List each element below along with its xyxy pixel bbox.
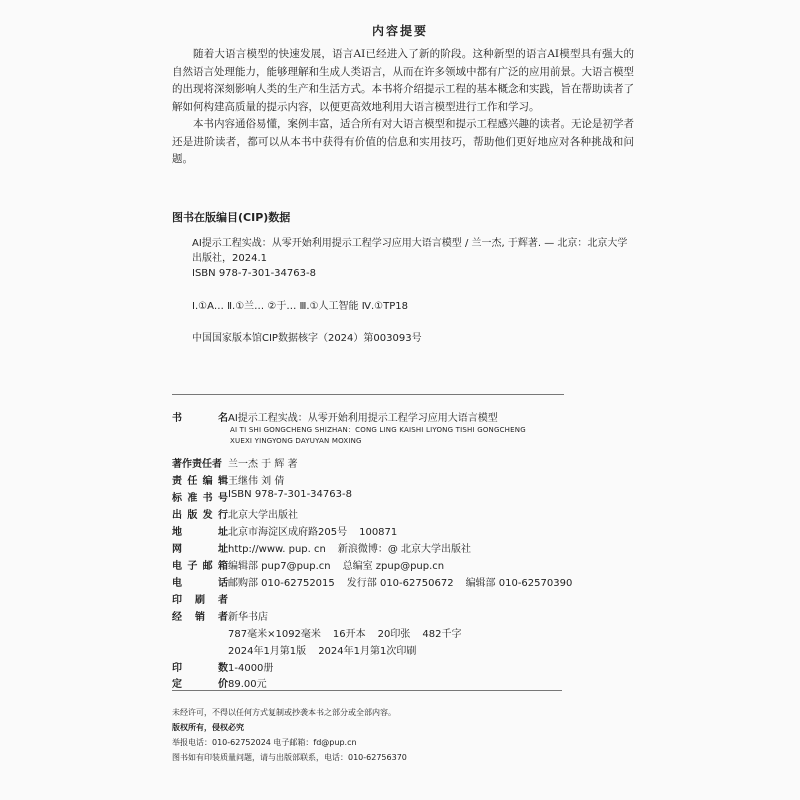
detail-row: [172, 455, 632, 471]
detail-label: 经 销 者: [172, 612, 228, 623]
detail-row: [172, 574, 632, 590]
detail-label: 电 子 邮 箱: [172, 561, 228, 572]
detail-value: 新华书店: [228, 612, 268, 623]
detail-row-book-name: [172, 409, 632, 425]
detail-row: [172, 472, 632, 488]
summary-title: 内容提要: [371, 24, 428, 38]
detail-row: [172, 506, 632, 522]
detail-row: [172, 523, 632, 539]
bottom-divider: [172, 690, 562, 691]
detail-value: 787毫米×1092毫米 16开本 20印张 482千字: [228, 629, 462, 640]
detail-label: 著作责任者: [172, 459, 222, 470]
footer-report-contact: 举报电话：010-62752024 电子邮箱：fd@pup.cn: [172, 738, 357, 747]
detail-label: 定 价: [172, 679, 228, 690]
detail-value: ISBN 978-7-301-34763-8: [228, 489, 352, 500]
detail-value: 北京市海淀区成府路205号 100871: [228, 527, 398, 538]
detail-value: 2024年1月第1版 2024年1月第1次印刷: [228, 646, 417, 657]
detail-label: 出 版 发 行: [172, 510, 228, 521]
detail-label: 印 刷 者: [172, 595, 228, 606]
footer-rights-reserved: 版权所有，侵权必究: [172, 723, 244, 732]
cip-book-line: AI提示工程实战：从零开始利用提示工程学习应用大语言模型 / 兰一杰, 于辉著. — 北京：北京大学出版社，2024.1: [192, 238, 628, 264]
detail-row: [172, 642, 632, 658]
detail-label: 责 任 编 辑: [172, 476, 228, 487]
detail-row: [172, 540, 632, 556]
detail-label: 网 址: [172, 544, 228, 555]
detail-value: [228, 591, 632, 602]
detail-label: 电 话: [172, 578, 228, 589]
detail-label: 书 名: [172, 413, 228, 424]
summary-paragraph-2: 本书内容通俗易懂，案例丰富，适合所有对大语言模型和提示工程感兴趣的读者。无论是初学者还是进阶读者，都可以从本书中获得有价值的信息和实用技巧，帮助他们更好地应对各种挑战和问题。: [172, 118, 634, 165]
detail-value: 邮购部 010-62752015 发行部 010-62750672 编辑部 010-62570390: [228, 578, 573, 589]
detail-value: 编辑部 pup7@pup.cn 总编室 zpup@pup.cn: [228, 561, 445, 572]
detail-label: 印 数: [172, 663, 228, 674]
detail-value: 兰一杰 于 辉 著: [228, 459, 298, 470]
detail-label: 标 准 书 号: [172, 493, 228, 504]
cip-isbn: ISBN 978-7-301-34763-8: [192, 268, 316, 279]
detail-value: http://www. pup. cn 新浪微博：@ 北京大学出版社: [228, 544, 472, 555]
detail-row: [172, 608, 632, 624]
detail-row: [172, 591, 632, 607]
footer-quality-contact: 图书如有印装质量问题，请与出版部联系，电话：010-62756370: [172, 753, 407, 762]
detail-value: 1-4000册: [228, 663, 274, 674]
detail-row: [172, 675, 632, 691]
detail-value: 王继伟 刘 倩: [228, 476, 285, 487]
detail-row: [172, 489, 632, 505]
detail-label: 地 址: [172, 527, 228, 538]
cip-record: 中国国家版本馆CIP数据核字（2024）第003093号: [192, 333, 422, 344]
detail-row: [172, 625, 632, 641]
detail-row: [172, 659, 632, 675]
footer-copyright-notice: 未经许可，不得以任何方式复制或抄袭本书之部分或全部内容。: [172, 708, 396, 717]
detail-value: 北京大学出版社: [228, 510, 298, 521]
cip-classification: Ⅰ.①A… Ⅱ.①兰… ②于… Ⅲ.①人工智能 Ⅳ.①TP18: [192, 301, 408, 312]
summary-paragraph-1: 随着大语言模型的快速发展，语言AI已经进入了新的阶段。这种新型的语言AI模型具有强大的自然语言处理能力，能够理解和生成人类语言，从而在许多领域中都有广泛的应用前景。大语言模型的出现将深刻影响人类的生产和生活方式。本书将介绍提示工程的基本概念和实践，旨在帮助读者了解如何构建高质量的提示内容，以便更高效地利用大语言模型进行工作和学习。: [172, 48, 634, 113]
detail-value: 89.00元: [228, 679, 267, 690]
detail-row: [172, 557, 632, 573]
top-divider: [172, 394, 564, 395]
book-name-pinyin: AI TI SHI GONGCHENG SHIZHAN：CONG LING KAISHI LIYONG TISHI GONGCHENG XUEXI YINGYONG DAYUYAN MOXING: [230, 426, 526, 445]
cip-title: 图书在版编目(CIP)数据: [172, 211, 291, 224]
book-name-value: AI提示工程实战：从零开始利用提示工程学习应用大语言模型: [228, 413, 498, 424]
